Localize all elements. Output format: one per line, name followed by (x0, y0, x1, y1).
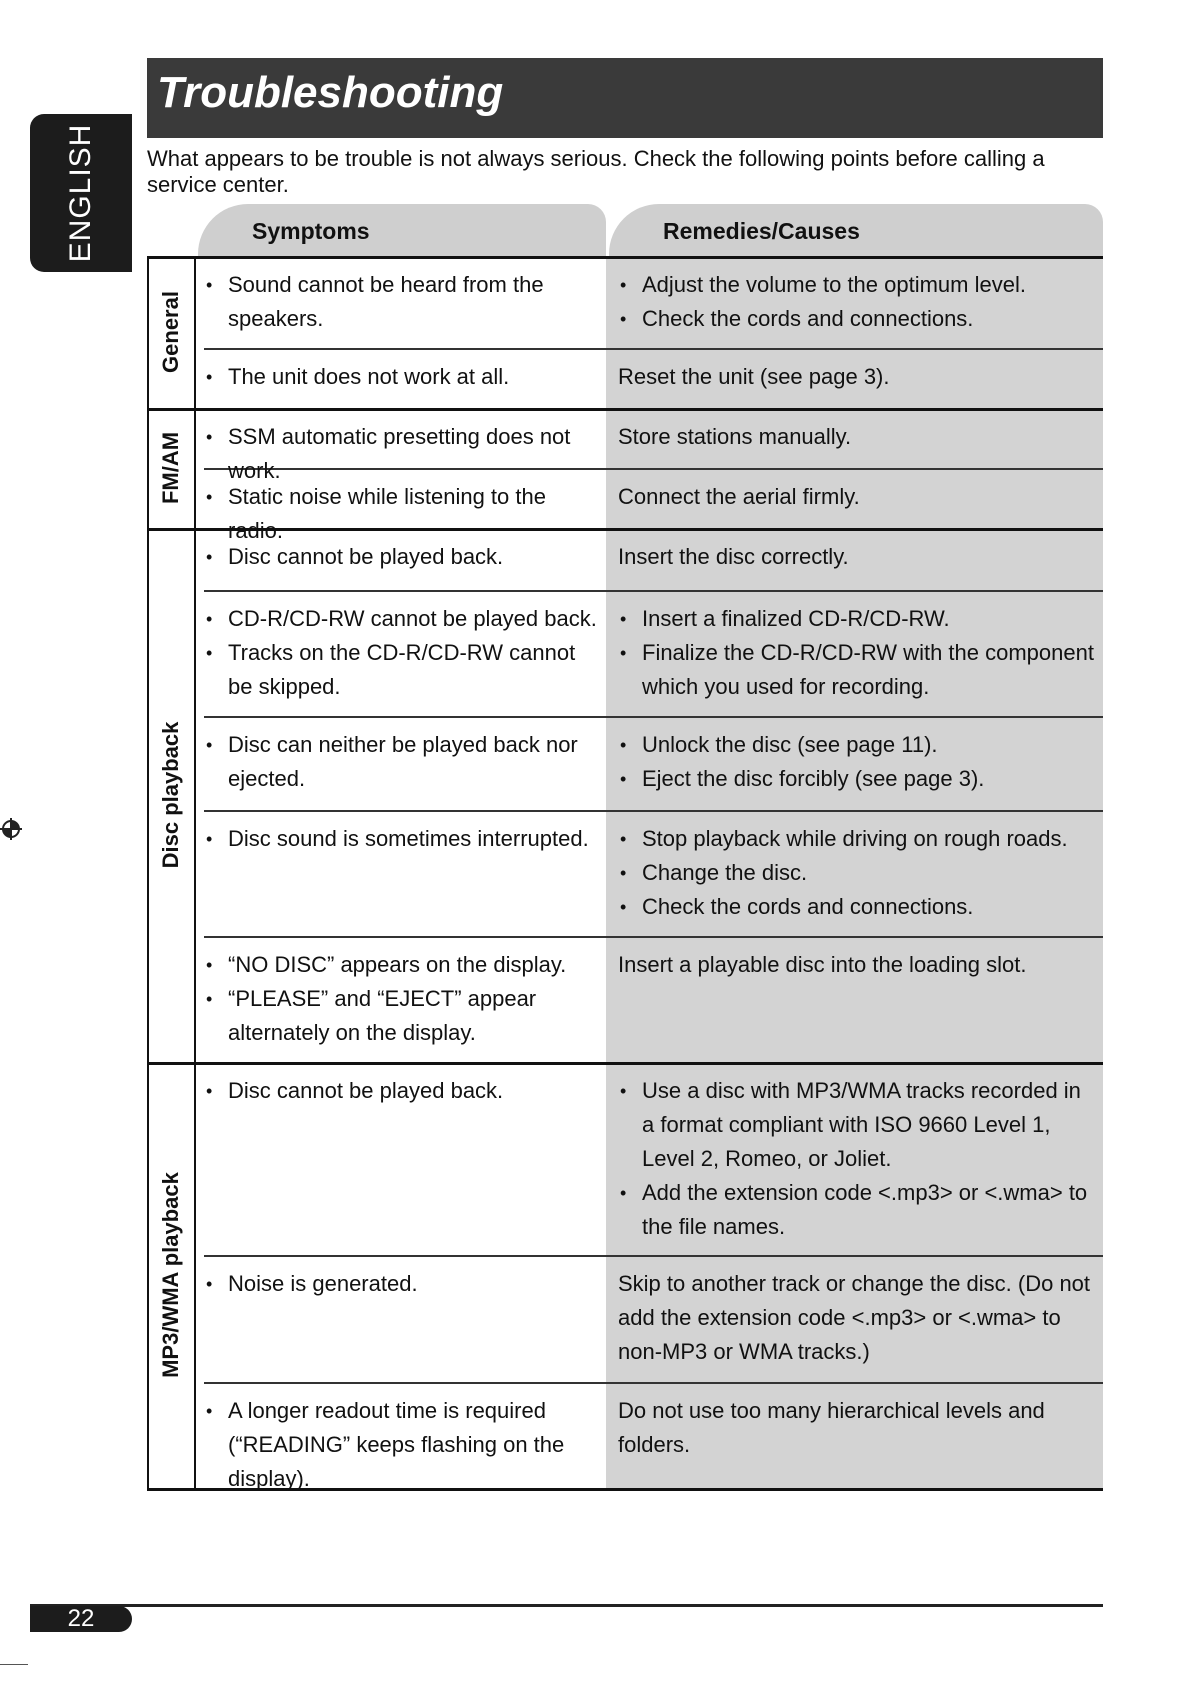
symptom-item: • Noise is generated. (204, 1267, 600, 1301)
symptom-item: • Tracks on the CD-R/CD-RW cannot be skipped. (204, 636, 600, 704)
symptom-list (204, 1267, 600, 1301)
symptom-cell (204, 540, 600, 574)
remedy-cell (618, 360, 1096, 394)
row-divider (204, 716, 1103, 718)
page-number: 22 (30, 1606, 132, 1632)
remedy-text: Insert the disc correctly. (618, 544, 849, 569)
troubleshooting-table (147, 256, 1103, 1491)
symptom-item: • “NO DISC” appears on the display. (204, 948, 600, 982)
symptom-cell (204, 822, 600, 856)
row-divider (204, 936, 1103, 938)
category-label: FM/AM (158, 431, 183, 505)
category-label-cell (147, 256, 195, 408)
symptom-item: • Sound cannot be heard from the speakers. (204, 268, 600, 336)
remedy-item: • Use a disc with MP3/WMA tracks recorded in a format compliant with ISO 9660 Level 1, Level 2, Romeo, or Joliet. (618, 1074, 1096, 1176)
language-label: ENGLISH (64, 123, 97, 263)
symptom-cell (204, 602, 600, 704)
remedy-list (618, 602, 1096, 704)
symptom-list (204, 540, 600, 574)
symptom-item: • SSM automatic presetting does not work. (204, 420, 600, 488)
symptom-cell (204, 948, 600, 1050)
remedy-item: • Eject the disc forcibly (see page 3). (618, 762, 1096, 796)
remedy-list (618, 822, 1096, 924)
symptom-list (204, 360, 600, 394)
remedy-cell (618, 420, 1096, 454)
remedy-text: Skip to another track or change the disc. (Do not add the extension code <.mp3> or <.wma> to non-MP3 or WMA tracks.) (618, 1271, 1091, 1364)
row-divider (204, 1382, 1103, 1384)
remedy-cell (618, 1394, 1096, 1462)
remedy-list (618, 728, 1096, 796)
intro-text: What appears to be trouble is not always serious. Check the following points before calling a service center. (147, 146, 1045, 197)
remedy-item: • Add the extension code <.mp3> or <.wma> to the file names. (618, 1176, 1096, 1244)
symptom-item: • CD-R/CD-RW cannot be played back. (204, 602, 600, 636)
symptom-list (204, 602, 600, 704)
row-divider (204, 590, 1103, 592)
symptom-cell (204, 728, 600, 796)
remedy-item: • Check the cords and connections. (618, 302, 1096, 336)
category-divider (147, 256, 1103, 259)
symptom-list (204, 268, 600, 336)
remedy-cell (618, 480, 1096, 514)
symptom-item: • Disc can neither be played back nor ejected. (204, 728, 600, 796)
symptom-item: • Disc sound is sometimes interrupted. (204, 822, 600, 856)
category-label-cell (147, 408, 195, 528)
symptom-cell (204, 268, 600, 336)
remedies-header-label: Remedies/Causes (663, 218, 860, 244)
symptom-list (204, 1394, 600, 1496)
symptom-item: • The unit does not work at all. (204, 360, 600, 394)
category-label: General (158, 291, 183, 373)
symptom-list (204, 948, 600, 1050)
symptoms-header-label: Symptoms (252, 218, 370, 244)
symptom-item: • Disc cannot be played back. (204, 540, 600, 574)
row-divider (204, 348, 1103, 350)
remedy-item: • Finalize the CD-R/CD-RW with the component which you used for recording. (618, 636, 1096, 704)
symptom-item: • Disc cannot be played back. (204, 1074, 600, 1108)
corner-trim-line (0, 1664, 28, 1665)
symptom-cell (204, 1394, 600, 1496)
language-tab (30, 114, 132, 272)
symptoms-header (198, 204, 606, 258)
remedy-cell (618, 728, 1096, 796)
remedy-list (618, 268, 1096, 336)
row-divider (204, 810, 1103, 812)
category-label: Disc playback (158, 721, 183, 869)
category-divider (147, 408, 1103, 411)
remedy-text: Do not use too many hierarchical levels and folders. (618, 1398, 1045, 1457)
symptom-cell (204, 480, 600, 548)
symptom-list (204, 480, 600, 548)
remedy-cell (618, 540, 1096, 574)
title-bar (147, 58, 1103, 138)
remedy-cell (618, 602, 1096, 704)
remedy-list (618, 1074, 1096, 1244)
symptom-cell (204, 1267, 600, 1301)
remedy-item: • Insert a finalized CD-R/CD-RW. (618, 602, 1096, 636)
symptom-item: • A longer readout time is required (“READING” keeps flashing on the display). (204, 1394, 600, 1496)
symptom-list (204, 420, 600, 488)
registration-mark-icon (0, 818, 22, 840)
symptom-cell (204, 360, 600, 394)
symptom-item: • “PLEASE” and “EJECT” appear alternately on the display. (204, 982, 600, 1050)
remedy-cell (618, 948, 1096, 982)
category-label: MP3/WMA playback (158, 1172, 183, 1378)
symptom-list (204, 1074, 600, 1108)
bottom-rule (30, 1604, 1103, 1607)
remedy-item: • Change the disc. (618, 856, 1096, 890)
symptom-list (204, 822, 600, 856)
remedy-item: • Check the cords and connections. (618, 890, 1096, 924)
remedy-text: Connect the aerial firmly. (618, 484, 860, 509)
remedy-cell (618, 822, 1096, 924)
symptom-item: • Static noise while listening to the radio. (204, 480, 600, 548)
page-title: Troubleshooting (157, 68, 504, 117)
symptom-cell (204, 420, 600, 488)
symptom-cell (204, 1074, 600, 1108)
category-label-cell (147, 528, 195, 1062)
remedy-item: • Adjust the volume to the optimum level. (618, 268, 1096, 302)
row-divider (204, 1255, 1103, 1257)
remedy-text: Insert a playable disc into the loading slot. (618, 952, 1027, 977)
remedy-text: Reset the unit (see page 3). (618, 364, 890, 389)
category-divider (147, 1062, 1103, 1065)
remedies-header (609, 204, 1103, 258)
category-label-cell (147, 1062, 195, 1488)
remedy-cell (618, 1074, 1096, 1244)
remedy-item: • Stop playback while driving on rough roads. (618, 822, 1096, 856)
remedy-cell (618, 268, 1096, 336)
remedy-text: Store stations manually. (618, 424, 852, 449)
remedy-item: • Unlock the disc (see page 11). (618, 728, 1096, 762)
remedy-cell (618, 1267, 1096, 1369)
symptom-list (204, 728, 600, 796)
